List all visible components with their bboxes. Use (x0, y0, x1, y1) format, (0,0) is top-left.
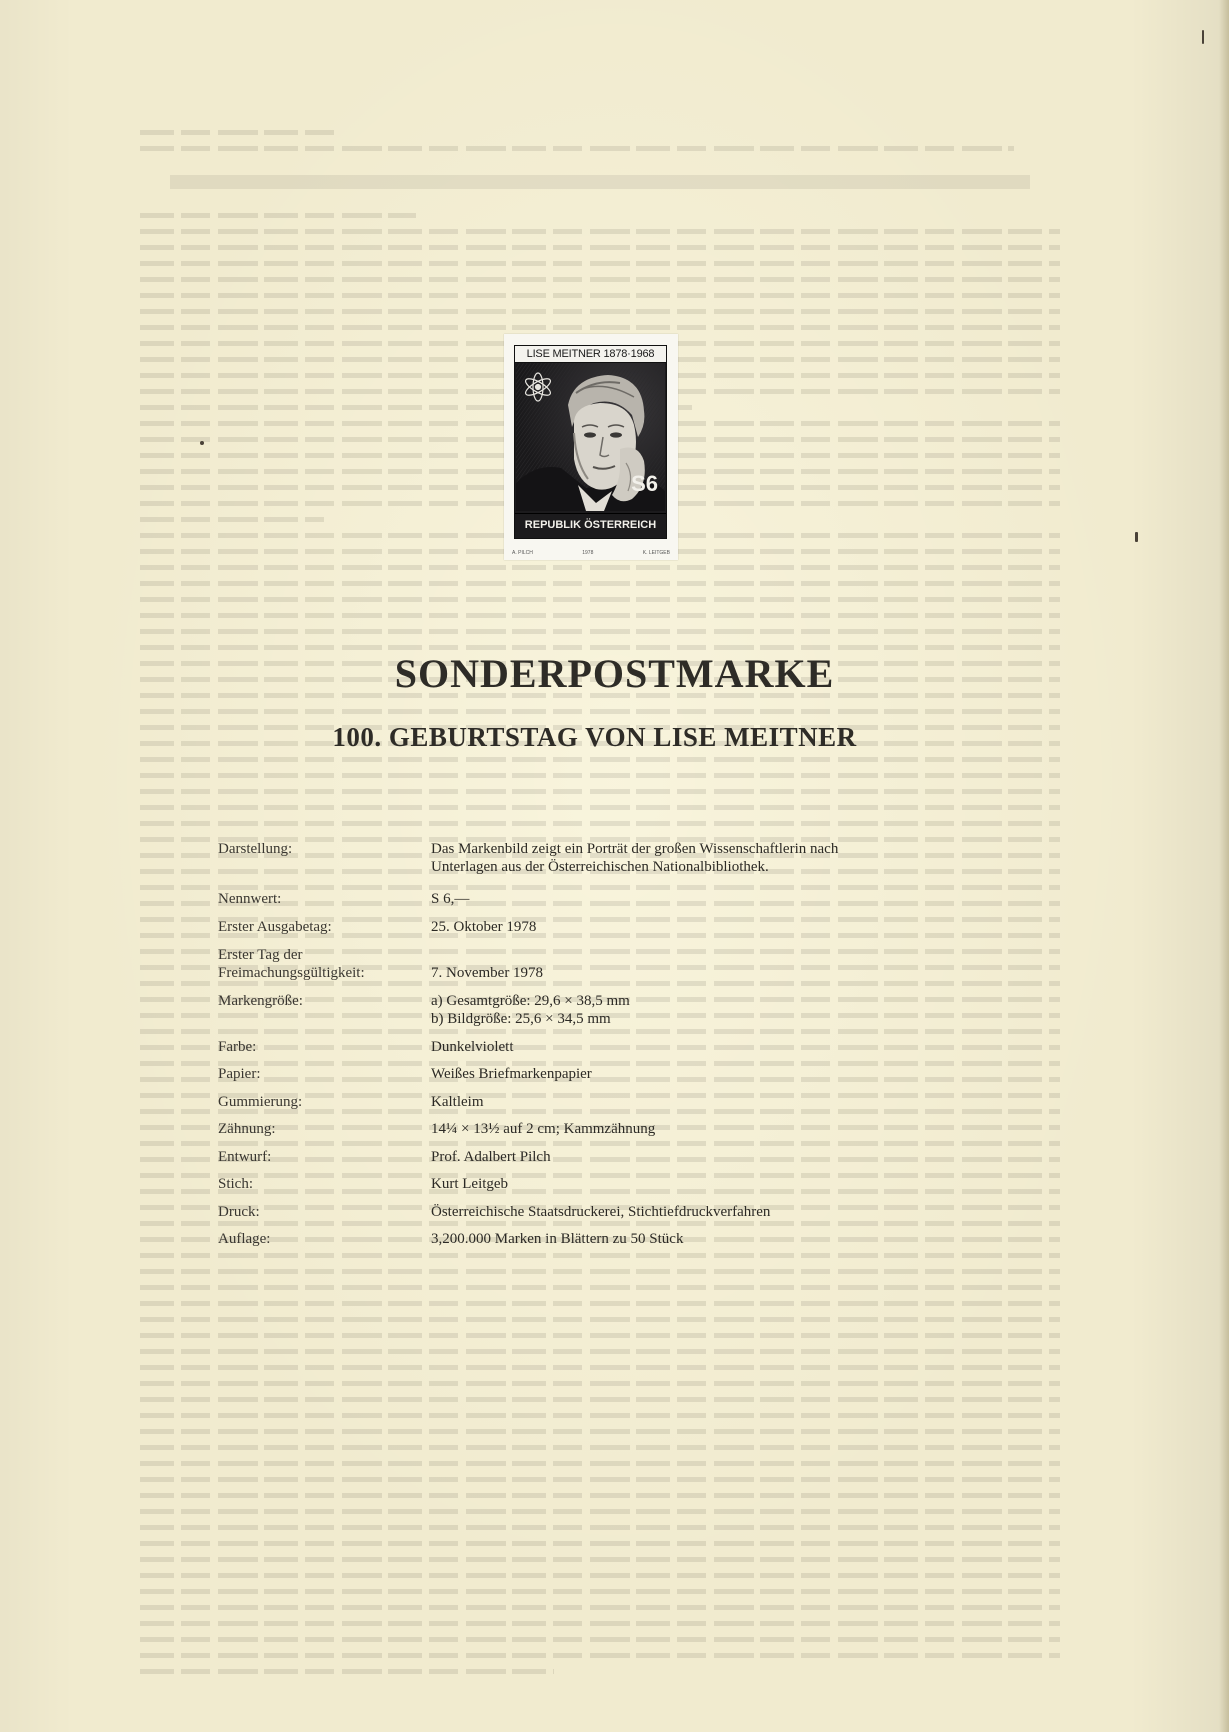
detail-label: Stich: (218, 1176, 254, 1192)
paper-edge-shadow (1219, 0, 1229, 1732)
document-title: SONDERPOSTMARKE (394, 651, 835, 696)
detail-value: 7. November 1978 (431, 965, 544, 981)
document-subtitle: 100. GEBURTSTAG VON LISE MEITNER (332, 722, 857, 752)
detail-label: Auflage: (218, 1231, 271, 1247)
detail-label: Farbe: (218, 1039, 257, 1055)
stamp-top-text: LISE MEITNER 1878·1968 (515, 346, 666, 363)
detail-value-line: Das Markenbild zeigt ein Porträt der großen Wissenschaftlerin nach (431, 841, 839, 857)
stamp-imprint-year: 1978 (582, 550, 594, 556)
detail-label: Papier: (218, 1066, 261, 1082)
detail-value (431, 992, 976, 1028)
paper-speck (1135, 532, 1138, 542)
detail-label: Druck: (218, 1204, 260, 1220)
detail-label: Gummierung: (218, 1094, 303, 1110)
detail-value: 3,200.000 Marken in Blättern zu 50 Stück (431, 1231, 684, 1247)
stamp-imprint-designer: A. PILCH (512, 550, 533, 556)
postage-stamp (504, 334, 678, 560)
detail-value: Österreichische Staatsdruckerei, Stichtiefdruckverfahren (431, 1204, 771, 1220)
detail-value-line: a) Gesamtgröße: 29,6 × 38,5 mm (431, 993, 630, 1009)
detail-label: Markengröße: (218, 993, 303, 1009)
stamp-imprint-engraver: K. LEITGEB (642, 550, 670, 556)
detail-label (218, 946, 418, 982)
detail-value: Prof. Adalbert Pilch (431, 1149, 551, 1165)
detail-value: 14¼ × 13½ auf 2 cm; Kammzähnung (431, 1121, 656, 1137)
detail-value: 25. Oktober 1978 (431, 919, 537, 935)
stamp-imprint (512, 550, 670, 556)
detail-value: Dunkelviolett (431, 1039, 514, 1055)
paper-speck (1202, 30, 1204, 44)
detail-value: Weißes Briefmarkenpapier (431, 1066, 592, 1082)
detail-label-line: Freimachungsgültigkeit: (218, 965, 365, 981)
detail-value: Kurt Leitgeb (431, 1176, 509, 1192)
detail-value-line: b) Bildgröße: 25,6 × 34,5 mm (431, 1011, 611, 1027)
stamp-value: S6 (631, 471, 658, 496)
detail-label: Zähnung: (218, 1121, 276, 1137)
detail-label: Entwurf: (218, 1149, 272, 1165)
paper-speck (200, 441, 204, 445)
detail-value-line: Unterlagen aus der Österreichischen Nationalbibliothek. (431, 859, 769, 875)
detail-label: Erster Ausgabetag: (218, 919, 332, 935)
detail-label: Darstellung: (218, 841, 293, 857)
stamp-frame (514, 345, 667, 539)
detail-value: Kaltleim (431, 1094, 484, 1110)
stamp-country-text: REPUBLIK ÖSTERREICH (515, 513, 666, 538)
detail-value: S 6,— (431, 891, 470, 907)
detail-label: Nennwert: (218, 891, 282, 907)
detail-value (431, 840, 976, 876)
detail-label-line: Erster Tag der (218, 947, 303, 963)
